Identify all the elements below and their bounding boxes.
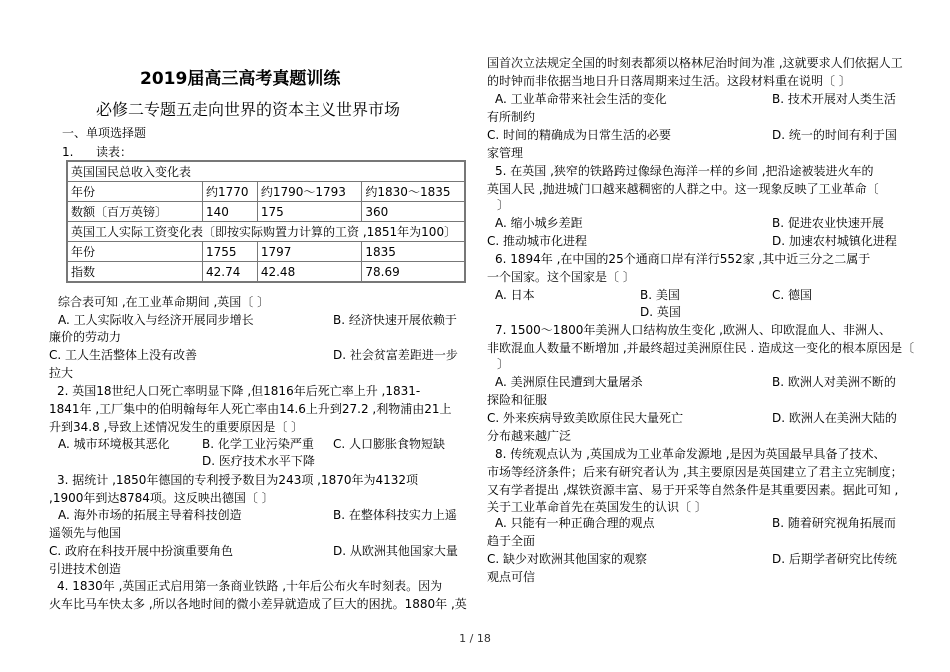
q4-stem-2: 火车比马车快太多 ,所以各地时间的微小差异就造成了巨大的困扰。1880年 ,英 bbox=[49, 597, 467, 611]
table-row bbox=[67, 202, 465, 222]
q5-option-c[interactable]: C. 推动城市化进程 bbox=[487, 234, 588, 248]
q5-option-d[interactable]: D. 加速农村城镇化进程 bbox=[772, 234, 897, 248]
q2-option-b[interactable]: B. 化学工业污染严重 bbox=[202, 437, 314, 451]
q6-option-a[interactable]: A. 日本 bbox=[495, 288, 535, 302]
table1-title: 英国国民总收入变化表 bbox=[67, 161, 465, 182]
q7-stem-3: 〕 bbox=[497, 357, 510, 371]
page-subtitle: 必修二专题五走向世界的资本主义世界市场 bbox=[96, 100, 401, 119]
q5-option-b[interactable]: B. 促进农业快速开展 bbox=[772, 216, 884, 230]
q5-stem-3: 〕 bbox=[497, 198, 510, 212]
q4-stem-3: 国首次立法规定全国的时刻表都须以格林尼治时间为准 ,这就要求人们依据人工 bbox=[487, 56, 903, 70]
q1-number: 1. bbox=[62, 145, 74, 159]
q8-stem-2: 市场等经济条件；后来有研究者认为 ,其主要原因是英国建立了君主立宪制度； bbox=[487, 465, 903, 479]
q2-stem-2: 1841年 ,工厂集中的伯明翰每年人死亡率由14.6上升到27.2 ,利物浦由21上 bbox=[49, 402, 452, 416]
q2-stem-1: 2. 英国18世纪人口死亡率明显下降 ,但1816年后死亡率上升 ,1831- bbox=[57, 384, 421, 398]
q5-stem-2: 英国人民 ,抛进城门口越来越稠密的人群之中。这一现象反映了工业革命〔 bbox=[487, 182, 879, 196]
table-cell: 42.48 bbox=[257, 262, 362, 283]
table-row bbox=[67, 182, 465, 202]
table-row bbox=[67, 242, 465, 262]
table2-title: 英国工人实际工资变化表〔即按实际购置力计算的工资 ,1851年为100〕 bbox=[67, 222, 465, 242]
q8-stem-3: 又有学者提出 ,煤铁资源丰富、易于开采等自然条件是其重要因素。据此可知 , bbox=[487, 483, 899, 497]
q3-option-c[interactable]: C. 政府在科技开展中扮演重要角色 bbox=[49, 544, 234, 558]
table-cell: 78.69 bbox=[362, 262, 465, 283]
table-cell: 年份 bbox=[67, 242, 203, 262]
table-cell: 42.74 bbox=[203, 262, 258, 283]
q7-option-b[interactable]: B. 欧洲人对美洲不断的 bbox=[772, 375, 896, 389]
table-cell: 1797 bbox=[257, 242, 362, 262]
table-cell: 指数 bbox=[67, 262, 203, 283]
table-cell: 约1830～1835 bbox=[362, 182, 465, 202]
q4-option-a[interactable]: A. 工业革命带来社会生活的变化 bbox=[495, 92, 667, 106]
q8-stem-4: 关于工业革命首先在英国发生的认识〔 〕 bbox=[487, 500, 707, 514]
q7-option-c[interactable]: C. 外来疾病导致美欧原住民大量死亡 bbox=[487, 411, 684, 425]
q3-option-b-cont: 遥领先与他国 bbox=[49, 526, 122, 540]
table-cell: 175 bbox=[257, 202, 362, 222]
q8-option-d-cont: 观点可信 bbox=[487, 570, 536, 584]
q4-option-c[interactable]: C. 时间的精确成为日常生活的必要 bbox=[487, 128, 672, 142]
table-cell: 约1790～1793 bbox=[257, 182, 362, 202]
page-number: 1 / 18 bbox=[459, 632, 491, 645]
q1-option-a[interactable]: A. 工人实际收入与经济开展同步增长 bbox=[58, 313, 254, 327]
q2-option-c[interactable]: C. 人口膨胀食物短缺 bbox=[333, 437, 446, 451]
q8-option-a[interactable]: A. 只能有一种正确合理的观点 bbox=[495, 516, 655, 530]
q7-option-a[interactable]: A. 美洲原住民遭到大量屠杀 bbox=[495, 375, 643, 389]
q8-option-c[interactable]: C. 缺少对欧洲其他国家的观察 bbox=[487, 552, 648, 566]
q1-stem: 综合表可知 ,在工业革命期间 ,英国〔 〕 bbox=[58, 295, 270, 309]
q3-option-a[interactable]: A. 海外市场的拓展主导着科技创造 bbox=[58, 508, 242, 522]
q1-option-d-cont: 拉大 bbox=[49, 366, 74, 380]
table-cell: 年份 bbox=[67, 182, 203, 202]
section-heading: 一、单项选择题 bbox=[62, 126, 147, 140]
q6-option-b[interactable]: B. 美国 bbox=[640, 288, 680, 302]
q4-option-d[interactable]: D. 统一的时间有利于国 bbox=[772, 128, 897, 142]
q6-stem-2: 一个国家。这个国家是〔 〕 bbox=[487, 270, 635, 284]
q1-option-b[interactable]: B. 经济快速开展依赖于 bbox=[333, 313, 457, 327]
q3-option-d[interactable]: D. 从欧洲其他国家大量 bbox=[333, 544, 458, 558]
q8-option-d[interactable]: D. 后期学者研究比传统 bbox=[772, 552, 897, 566]
table-cell: 1755 bbox=[203, 242, 258, 262]
q5-stem-1: 5. 在英国 ,狭窄的铁路跨过像绿色海洋一样的乡间 ,把沿途被装进火车的 bbox=[495, 164, 874, 178]
q3-option-b[interactable]: B. 在整体科技实力上遥 bbox=[333, 508, 457, 522]
q6-option-c[interactable]: C. 德国 bbox=[772, 288, 813, 302]
q7-option-d-cont: 分布越来越广泛 bbox=[487, 429, 572, 443]
q1-option-b-cont: 廉价的劳动力 bbox=[49, 330, 122, 344]
data-table bbox=[66, 160, 466, 283]
q4-option-b[interactable]: B. 技术开展对人类生活 bbox=[772, 92, 896, 106]
table-cell: 140 bbox=[203, 202, 258, 222]
table-cell: 360 bbox=[362, 202, 465, 222]
q8-option-b-cont: 趋于全面 bbox=[487, 534, 536, 548]
q6-stem-1: 6. 1894年 ,在中国的25个通商口岸有洋行552家 ,其中近三分之二属于 bbox=[495, 252, 871, 266]
q4-stem-1: 4. 1830年 ,英国正式启用第一条商业铁路 ,十年后公布火车时刻表。因为 bbox=[57, 579, 443, 593]
table-cell: 数额〔百万英镑〕 bbox=[67, 202, 203, 222]
table-row bbox=[67, 262, 465, 283]
q7-option-d[interactable]: D. 欧洲人在美洲大陆的 bbox=[772, 411, 897, 425]
table-cell: 约1770 bbox=[203, 182, 258, 202]
page-title: 2019届高三高考真题训练 bbox=[140, 69, 341, 89]
q3-stem-2: ,1900年到达8784项。这反映出德国〔 〕 bbox=[49, 491, 274, 505]
q4-stem-4: 的时钟而非依据当地日升日落周期来过生活。这段材料重在说明〔 〕 bbox=[487, 74, 851, 88]
q1-option-d[interactable]: D. 社会贫富差距进一步 bbox=[333, 348, 458, 362]
q2-option-a[interactable]: A. 城市环境极其恶化 bbox=[58, 437, 170, 451]
q2-stem-3: 升到34.8 ,导致上述情况发生的重要原因是〔 〕 bbox=[49, 420, 304, 434]
q5-option-a[interactable]: A. 缩小城乡差距 bbox=[495, 216, 583, 230]
q1-intro: 读表： bbox=[96, 145, 133, 159]
q3-stem-1: 3. 据统计 ,1850年德国的专利授予数目为243项 ,1870年为4132项 bbox=[57, 473, 419, 487]
q2-option-d[interactable]: D. 医疗技术水平下降 bbox=[202, 454, 315, 468]
q1-option-c[interactable]: C. 工人生活整体上没有改善 bbox=[49, 348, 198, 362]
q4-option-d-cont: 家管理 bbox=[487, 146, 524, 160]
q4-option-b-cont: 有所制约 bbox=[487, 110, 536, 124]
q7-option-b-cont: 探险和征服 bbox=[487, 393, 548, 407]
q7-stem-2: 非欧混血人数量不断增加 ,并最终超过美洲原住民 . 造成这一变化的根本原因是〔 bbox=[487, 341, 915, 355]
q8-stem-1: 8. 传统观点认为 ,英国成为工业革命发源地 ,是因为英国最早具备了技术、 bbox=[495, 447, 886, 461]
q8-option-b[interactable]: B. 随着研究视角拓展而 bbox=[772, 516, 896, 530]
q3-option-d-cont: 引进技术创造 bbox=[49, 562, 122, 576]
table-cell: 1835 bbox=[362, 242, 465, 262]
q7-stem-1: 7. 1500～1800年美洲人口结构放生变化 ,欧洲人、印欧混血人、非洲人、 bbox=[495, 323, 891, 337]
q6-option-d[interactable]: D. 英国 bbox=[640, 305, 681, 319]
